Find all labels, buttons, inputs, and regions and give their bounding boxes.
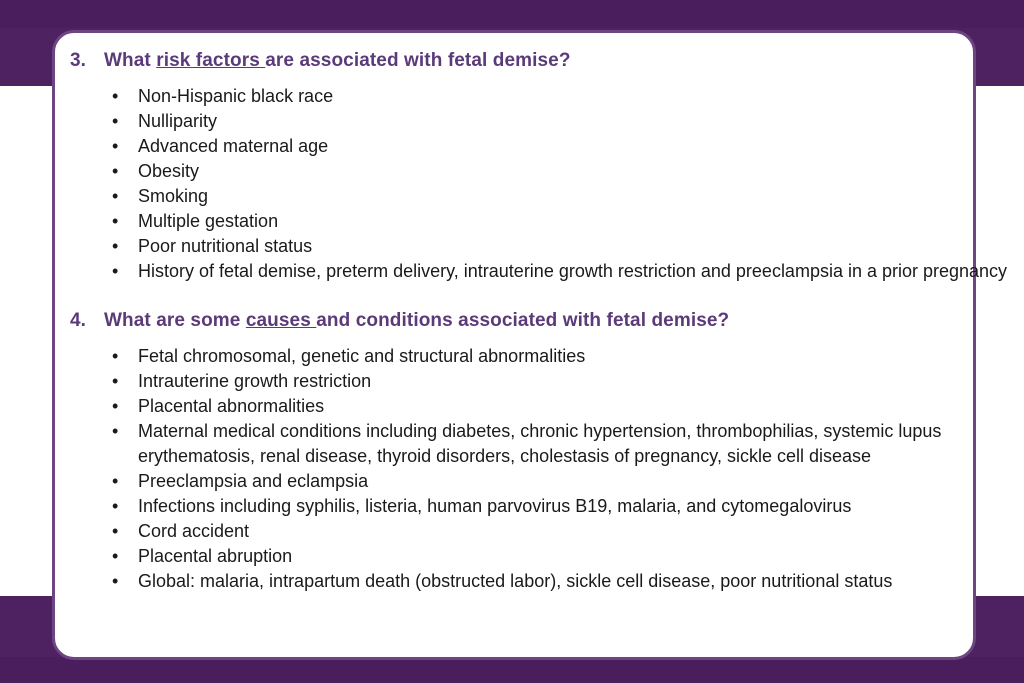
- list-item: • Placental abnormalities: [110, 394, 1010, 419]
- list-item: • Advanced maternal age: [110, 134, 1010, 159]
- list-item: • Placental abruption: [110, 544, 1010, 569]
- top-frame-band: [0, 0, 1024, 28]
- list-item: • Maternal medical conditions including diabetes, chronic hypertension, thrombophilias, systemic lupus erythematosis, renal disease, thyroid disorders, cholestasis of pregnancy, sickle cell disease: [110, 419, 1010, 469]
- list-item: • Poor nutritional status: [110, 234, 1010, 259]
- list-item: • Obesity: [110, 159, 1010, 184]
- list-item: • Preeclampsia and eclampsia: [110, 469, 1010, 494]
- bottom-frame-band: [0, 657, 1024, 683]
- section-3-title-end: are associated with fetal demise?: [265, 50, 571, 71]
- list-item: • Global: malaria, intrapartum death (obstructed labor), sickle cell disease, poor nutritional status: [110, 569, 1010, 594]
- risk-factors-list: [70, 84, 1010, 284]
- section-3-heading: [70, 44, 1010, 78]
- section-spacer: [70, 284, 1010, 304]
- list-item: • Fetal chromosomal, genetic and structural abnormalities: [110, 344, 1010, 369]
- section-4-title-end: and conditions associated with fetal demise?: [316, 310, 730, 331]
- left-side-panel: [0, 86, 56, 596]
- section-3-title-underlined: risk factors: [156, 50, 266, 71]
- list-item: • Nulliparity: [110, 109, 1010, 134]
- list-item: • Non-Hispanic black race: [110, 84, 1010, 109]
- section-4-heading: [70, 304, 1010, 338]
- list-item: • Intrauterine growth restriction: [110, 369, 1010, 394]
- list-item: • Cord accident: [110, 519, 1010, 544]
- section-3-title-start: What: [104, 50, 157, 71]
- list-item: • Smoking: [110, 184, 1010, 209]
- section-4-title-start: What are some: [104, 310, 246, 331]
- list-item: • History of fetal demise, preterm delivery, intrauterine growth restriction and preeclampsia in a prior pregnancy: [110, 259, 1010, 284]
- list-item: • Infections including syphilis, listeria, human parvovirus B19, malaria, and cytomegalovirus: [110, 494, 1010, 519]
- slide-content: [70, 44, 1010, 594]
- list-item: • Multiple gestation: [110, 209, 1010, 234]
- section-4-number: 4.: [70, 310, 87, 331]
- section-3-number: 3.: [70, 50, 87, 71]
- causes-list: [70, 344, 1010, 594]
- section-4-title-underlined: causes: [245, 310, 317, 331]
